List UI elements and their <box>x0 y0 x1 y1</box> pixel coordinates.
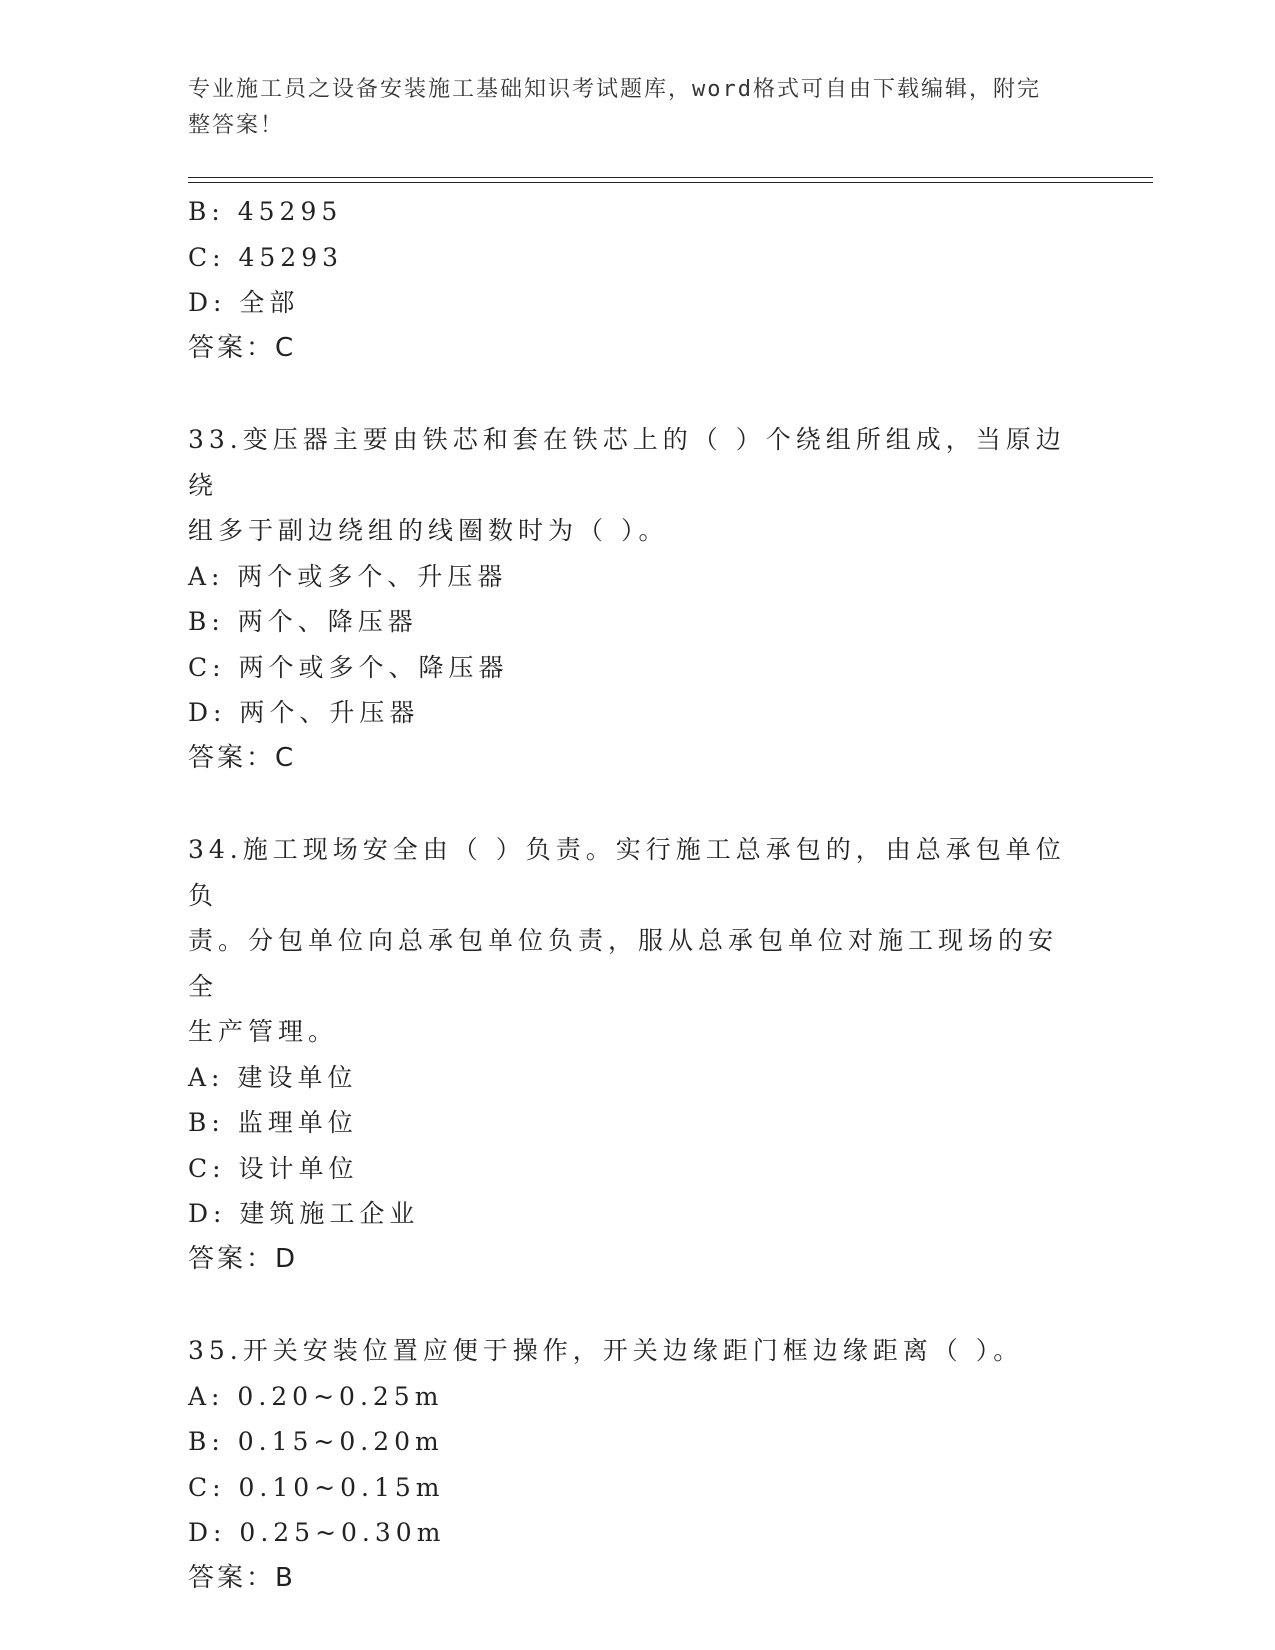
option-a: A: 建设单位 <box>188 1062 358 1092</box>
answer: 答案：C <box>188 742 297 773</box>
option-d: D: 全部 <box>188 288 300 317</box>
question-stem-line: 组多于副边绕组的线圈数时为（ ）。 <box>188 516 669 545</box>
option-d: D: 0.25~0.30m <box>188 1518 446 1547</box>
question-stem-line: 责。分包单位向总承包单位负责，服从总承包单位对施工现场的安全 <box>188 926 1059 1001</box>
spacer <box>188 1282 1068 1328</box>
question-stem <box>188 1328 1068 1374</box>
answer: 答案：C <box>188 332 297 363</box>
header-divider-bottom <box>188 182 1153 183</box>
option-a: A: 0.20~0.25m <box>188 1381 444 1411</box>
question-stem <box>188 417 1068 554</box>
header-line-2: 整答案！ <box>188 113 285 138</box>
option-c: C: 45293 <box>188 242 344 272</box>
header-line-1: 专业施工员之设备安装施工基础知识考试题库，word格式可自由下载编辑，附完 <box>188 77 1041 102</box>
question-list <box>188 189 1068 1601</box>
question-34 <box>188 827 1068 1282</box>
option-a: A: 两个或多个、升压器 <box>188 561 508 591</box>
document-header <box>188 72 1058 144</box>
question-35 <box>188 1328 1068 1601</box>
question-stem-line: 生产管理。 <box>188 1017 339 1046</box>
option-b: B: 45295 <box>188 197 343 226</box>
option-b: B: 监理单位 <box>188 1108 358 1137</box>
question-stem-line: 35.开关安装位置应便于操作，开关边缘距门框边缘距离（ ）。 <box>188 1336 1024 1365</box>
option-b: B: 两个、降压器 <box>188 607 418 636</box>
spacer <box>188 371 1068 417</box>
option-c: C: 设计单位 <box>188 1153 359 1183</box>
question-stem-line: 33.变压器主要由铁芯和套在铁芯上的（ ）个绕组所组成，当原边绕 <box>188 425 1066 500</box>
answer: 答案：B <box>188 1562 296 1593</box>
option-d: D: 两个、升压器 <box>188 698 420 727</box>
question-32 <box>188 189 1068 371</box>
option-c: C: 两个或多个、降压器 <box>188 652 509 682</box>
option-c: C: 0.10~0.15m <box>188 1472 445 1502</box>
option-b: B: 0.15~0.20m <box>188 1427 444 1456</box>
question-33 <box>188 417 1068 781</box>
header-divider-top <box>188 177 1153 178</box>
question-stem-line: 34.施工现场安全由（ ）负责。实行施工总承包的，由总承包单位负 <box>188 835 1066 910</box>
spacer <box>188 781 1068 827</box>
option-d: D: 建筑施工企业 <box>188 1199 420 1228</box>
answer: 答案：D <box>188 1243 299 1274</box>
question-stem <box>188 827 1068 1055</box>
